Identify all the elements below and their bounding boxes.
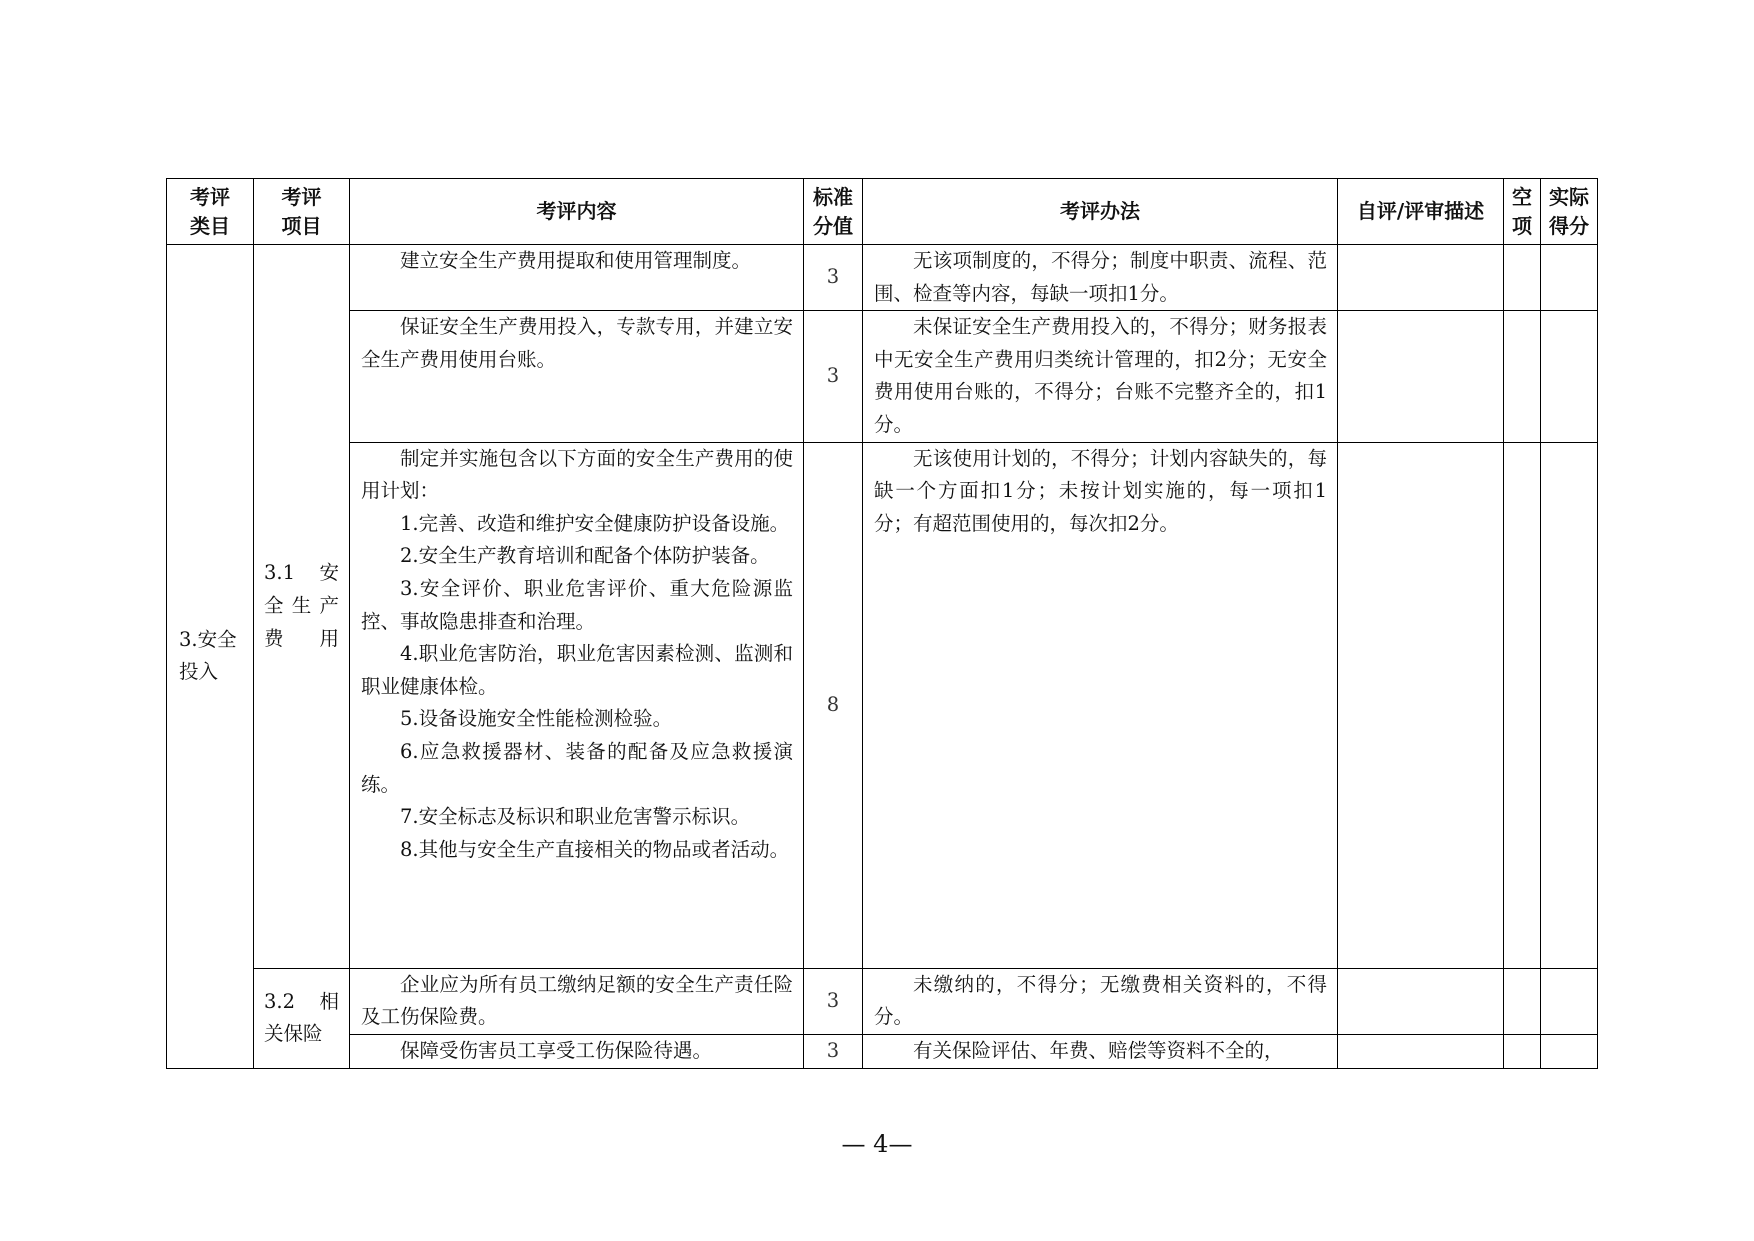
blank-cell[interactable] <box>1504 245 1541 311</box>
content-cell <box>350 311 804 442</box>
method-cell <box>863 968 1338 1034</box>
method-text: 无该使用计划的，不得分；计划内容缺失的，每缺一个方面扣1分；未按计划实施的，每一项扣1分；有超范围使用的，每次扣2分。 <box>874 446 1327 535</box>
content-text: 制定并实施包含以下方面的安全生产费用的使用计划： <box>361 446 793 503</box>
method-cell <box>863 245 1338 311</box>
table-row <box>167 311 1598 442</box>
content-text: 企业应为所有员工缴纳足额的安全生产责任险及工伤保险费。 <box>361 972 793 1029</box>
method-cell <box>863 311 1338 442</box>
self-eval-cell[interactable] <box>1338 968 1504 1034</box>
header-actual-score: 实际 得分 <box>1541 179 1598 245</box>
self-eval-cell[interactable] <box>1338 1034 1504 1068</box>
actual-score-cell[interactable] <box>1541 245 1598 311</box>
table-row <box>167 442 1598 968</box>
method-cell <box>863 1034 1338 1068</box>
blank-cell[interactable] <box>1504 311 1541 442</box>
item-label-2: 3.2 相关保险 <box>264 989 339 1046</box>
content-cell <box>350 245 804 311</box>
blank-cell[interactable] <box>1504 968 1541 1034</box>
item-cell-1 <box>254 245 350 969</box>
content-text: 建立安全生产费用提取和使用管理制度。 <box>400 249 752 272</box>
method-cell <box>863 442 1338 968</box>
category-label: 3.安全 投入 <box>179 627 237 684</box>
blank-cell[interactable] <box>1504 1034 1541 1068</box>
item-cell-2 <box>254 968 350 1068</box>
method-text: 无该项制度的，不得分；制度中职责、流程、范围、检查等内容，每缺一项扣1分。 <box>874 249 1327 305</box>
score-cell: 3 <box>804 968 863 1034</box>
header-method: 考评办法 <box>863 179 1338 245</box>
item-label-1: 3.1 安全生产费用 <box>264 561 339 650</box>
header-content: 考评内容 <box>350 179 804 245</box>
header-item: 考评 项目 <box>254 179 350 245</box>
table-row <box>167 1034 1598 1068</box>
content-list-item: 5.设备设施安全性能检测检验。 <box>400 707 673 731</box>
evaluation-table <box>166 178 1598 1069</box>
actual-score-cell[interactable] <box>1541 1034 1598 1068</box>
content-list-item: 7.安全标志及标识和职业危害警示标识。 <box>400 805 751 829</box>
content-list-item: 8.其他与安全生产直接相关的物品或者活动。 <box>400 837 790 861</box>
self-eval-cell[interactable] <box>1338 311 1504 442</box>
content-text: 保障受伤害员工享受工伤保险待遇。 <box>400 1038 713 1062</box>
header-self-eval: 自评/评审描述 <box>1338 179 1504 245</box>
method-text: 未缴纳的，不得分；无缴费相关资料的，不得分。 <box>874 972 1327 1029</box>
content-list-item: 1.完善、改造和维护安全健康防护设备设施。 <box>400 511 790 535</box>
score-cell: 3 <box>804 311 863 442</box>
method-text: 未保证安全生产费用投入的，不得分；财务报表中无安全生产费用归类统计管理的，扣2分；无安全费用使用台账的，不得分；台账不完整齐全的，扣1分。 <box>874 315 1327 436</box>
header-category: 考评 类目 <box>167 179 254 245</box>
score-cell: 3 <box>804 245 863 311</box>
content-cell <box>350 1034 804 1068</box>
content-list-item: 6.应急救援器材、装备的配备及应急救援演练。 <box>361 739 793 796</box>
content-list-item: 3.安全评价、职业危害评价、重大危险源监控、事故隐患排查和治理。 <box>361 576 793 633</box>
table-header-row <box>167 179 1598 245</box>
content-list-item: 2.安全生产教育培训和配备个体防护装备。 <box>400 544 770 568</box>
score-cell: 3 <box>804 1034 863 1068</box>
header-blank: 空 项 <box>1504 179 1541 245</box>
content-text: 保证安全生产费用投入，专款专用，并建立安全生产费用使用台账。 <box>361 315 793 371</box>
actual-score-cell[interactable] <box>1541 311 1598 442</box>
blank-cell[interactable] <box>1504 442 1541 968</box>
content-cell <box>350 968 804 1034</box>
self-eval-cell[interactable] <box>1338 245 1504 311</box>
page-number: — 4— <box>841 1130 913 1158</box>
content-list-item: 4.职业危害防治，职业危害因素检测、监测和职业健康体检。 <box>361 642 793 698</box>
content-cell <box>350 442 804 968</box>
table-row <box>167 968 1598 1034</box>
self-eval-cell[interactable] <box>1338 442 1504 968</box>
header-score: 标准 分值 <box>804 179 863 245</box>
actual-score-cell[interactable] <box>1541 968 1598 1034</box>
method-text: 有关保险评估、年费、赔偿等资料不全的， <box>913 1038 1284 1062</box>
table-row <box>167 245 1598 311</box>
category-cell <box>167 245 254 1069</box>
actual-score-cell[interactable] <box>1541 442 1598 968</box>
score-cell: 8 <box>804 442 863 968</box>
